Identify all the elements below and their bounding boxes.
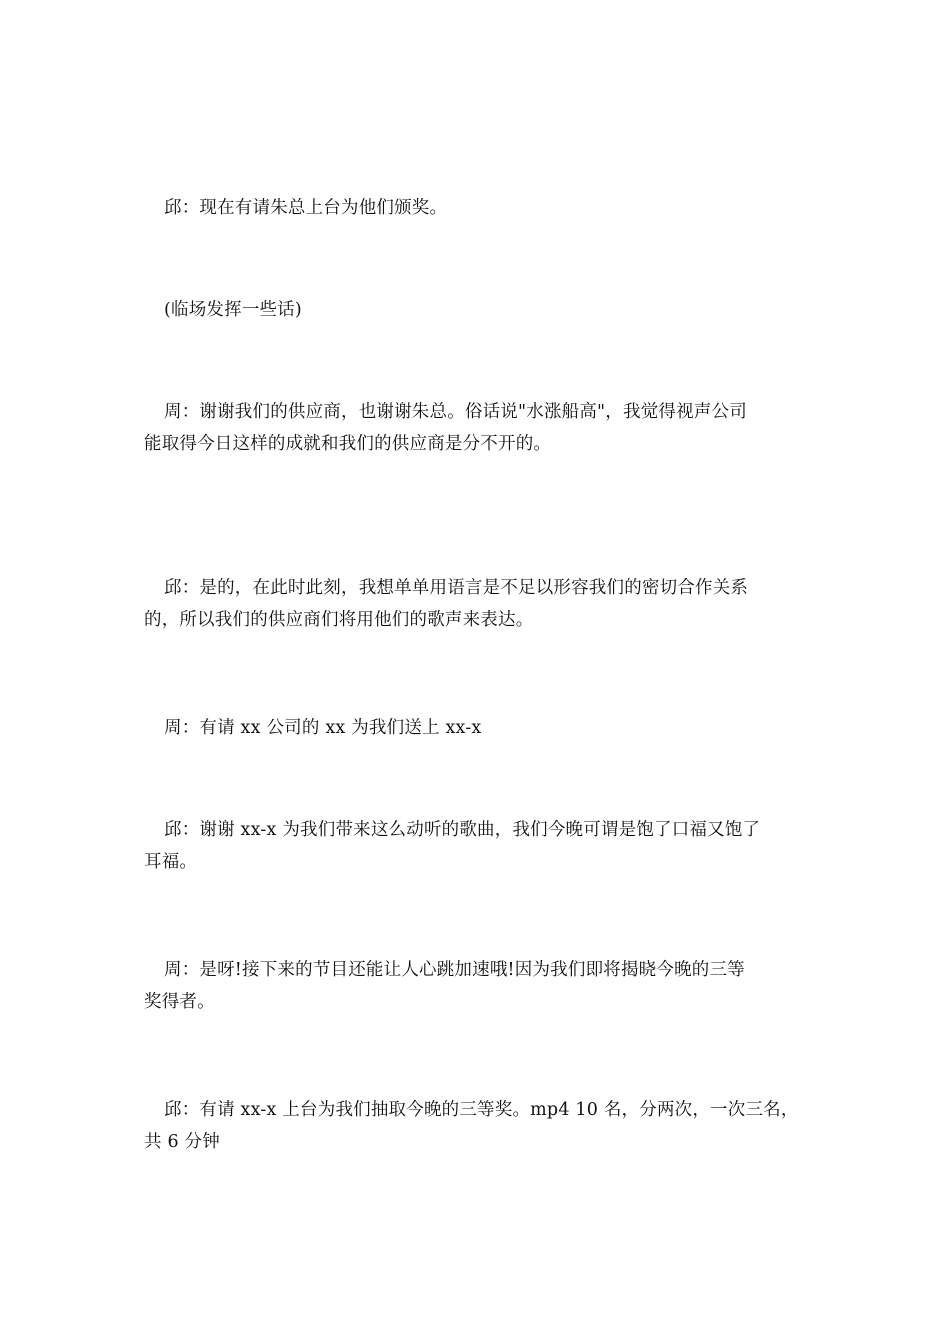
paragraph-line: 邱：是的，在此时此刻，我想单单用语言是不足以形容我们的密切合作关系 xyxy=(164,578,749,598)
paragraph-line: 邱：谢谢 xx-x 为我们带来这么动听的歌曲，我们今晚可谓是饱了口福又饱了 xyxy=(164,820,761,840)
paragraph-line: 邱：现在有请朱总上台为他们颁奖。 xyxy=(164,198,448,218)
paragraph-3 xyxy=(144,396,834,460)
paragraph-line: 耳福。 xyxy=(144,852,198,872)
paragraph-line: 周：是呀!接下来的节目还能让人心跳加速哦!因为我们即将揭晓今晚的三等 xyxy=(164,960,745,980)
paragraph-line: 周：谢谢我们的供应商，也谢谢朱总。俗话说"水涨船高"，我觉得视声公司 xyxy=(164,402,747,422)
paragraph-2 xyxy=(144,294,834,326)
paragraph-6 xyxy=(144,814,834,878)
paragraph-8 xyxy=(144,1094,834,1158)
paragraph-5 xyxy=(144,712,834,744)
paragraph-line: 奖得者。 xyxy=(144,992,215,1012)
paragraph-4 xyxy=(144,572,834,636)
paragraph-line: (临场发挥一些话) xyxy=(164,300,302,320)
paragraph-line: 共 6 分钟 xyxy=(144,1132,220,1152)
paragraph-line: 能取得今日这样的成就和我们的供应商是分不开的。 xyxy=(144,434,552,454)
paragraph-7 xyxy=(144,954,834,1018)
paragraph-line: 邱：有请 xx-x 上台为我们抽取今晚的三等奖。mp4 10 名，分两次，一次三名， xyxy=(164,1100,799,1120)
paragraph-1 xyxy=(144,192,834,224)
paragraph-line: 的，所以我们的供应商们将用他们的歌声来表达。 xyxy=(144,610,534,630)
paragraph-line: 周：有请 xx 公司的 xx 为我们送上 xx-x xyxy=(164,718,482,738)
